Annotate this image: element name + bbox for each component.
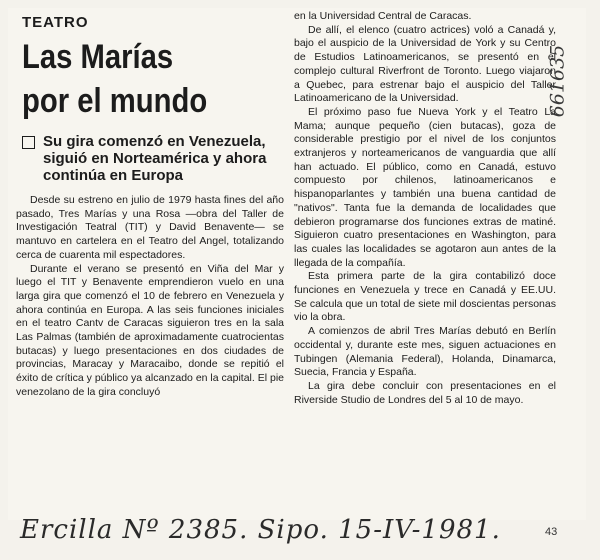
headline-line-2: por el mundo	[22, 82, 208, 120]
paragraph: A comienzos de abril Tres Marías debutó en Berlín occidental y, durante este mes, siguen actuaciones en Tubingen (Alemania Federal), Holanda, Dinamarca, Suecia, Francia y España.	[294, 325, 556, 379]
square-bullet-icon	[22, 136, 35, 149]
left-column	[16, 10, 284, 400]
paragraph: en la Universidad Central de Caracas.	[294, 10, 472, 22]
left-body	[16, 194, 284, 400]
handwritten-note: Ercilla Nº 2385. Sipo. 15-IV-1981.	[20, 515, 501, 545]
subhead	[22, 133, 284, 184]
page-number: 43	[545, 526, 558, 538]
subhead-text: Su gira comenzó en Venezuela, siguió en Norteamérica y ahora continúa en Europa	[43, 133, 267, 184]
right-column	[294, 10, 556, 407]
paragraph: De allí, el elenco (cuatro actrices) voló a Canadá y, bajo el auspicio de la Universidad de York y su Centro de Estudios Latinoamericanos, se presentó en el complejo cultural Riverfront de Toronto. Luego viajaron a Quebec, para estrenar bajo el auspicio del Taller Latinoamericano de la Universidad.	[294, 23, 556, 105]
paragraph: Durante el verano se presentó en Viña del Mar y luego el TIT y Benavente emprendieron vuelo en una larga gira que comenzó el 10 de febrero en Venezuela y ahora continúa en Europa. A las seis funciones iniciales en el teatro Cantv de Caracas siguieron tres en la sala Las Palmas (también de aproximadamente cuatrocientas butacas) y luego presentaciones en dos ciudades de provincias, Maracay y Maracaibo, donde se repitió el éxito de crítica y público ya alcanzado en la capital. El pie venezolano de la gira concluyó	[16, 262, 284, 398]
margin-number: 661635	[546, 44, 569, 118]
paragraph: Desde su estreno en julio de 1979 hasta fines del año pasado, Tres Marías y una Rosa —obra del Taller de Investigación Teatral (TIT) y David Benavente— se mantuvo en cartelera en el Teatro del Angel, totalizando cerca de cuarenta mil espectadores.	[16, 194, 284, 261]
headline-line-1: Las Marías	[22, 38, 174, 76]
section-label: TEATRO	[22, 14, 89, 31]
paragraph: La gira debe concluir con presentaciones en el Riverside Studio de Londres del 5 al 10 de mayo.	[294, 379, 556, 406]
paragraph: El próximo paso fue Nueva York y el Teatro La Mama; aunque pequeño (cien butacas), goza de considerable prestigio por el nivel de los conjuntos extranjeros y norteamericanos de vanguardia que allí han actuado. El público, como en Canadá, estuvo compuesto por chilenos, latinoamericanos e hispanoparlantes y también una buena cantidad de "nativos". Tanta fue la demanda de localidades que debieron programarse dos funciones extras de matiné. Siguieron cuatro presentaciones en Washington, para las cuales las localidades se agotaron aun antes de la llegada de la compañía.	[294, 105, 556, 269]
paragraph: Esta primera parte de la gira contabilizó doce funciones en Venezuela y trece en Canadá y EE.UU. Se calcula que un total de siete mil doscientas personas vio la obra.	[294, 270, 556, 324]
